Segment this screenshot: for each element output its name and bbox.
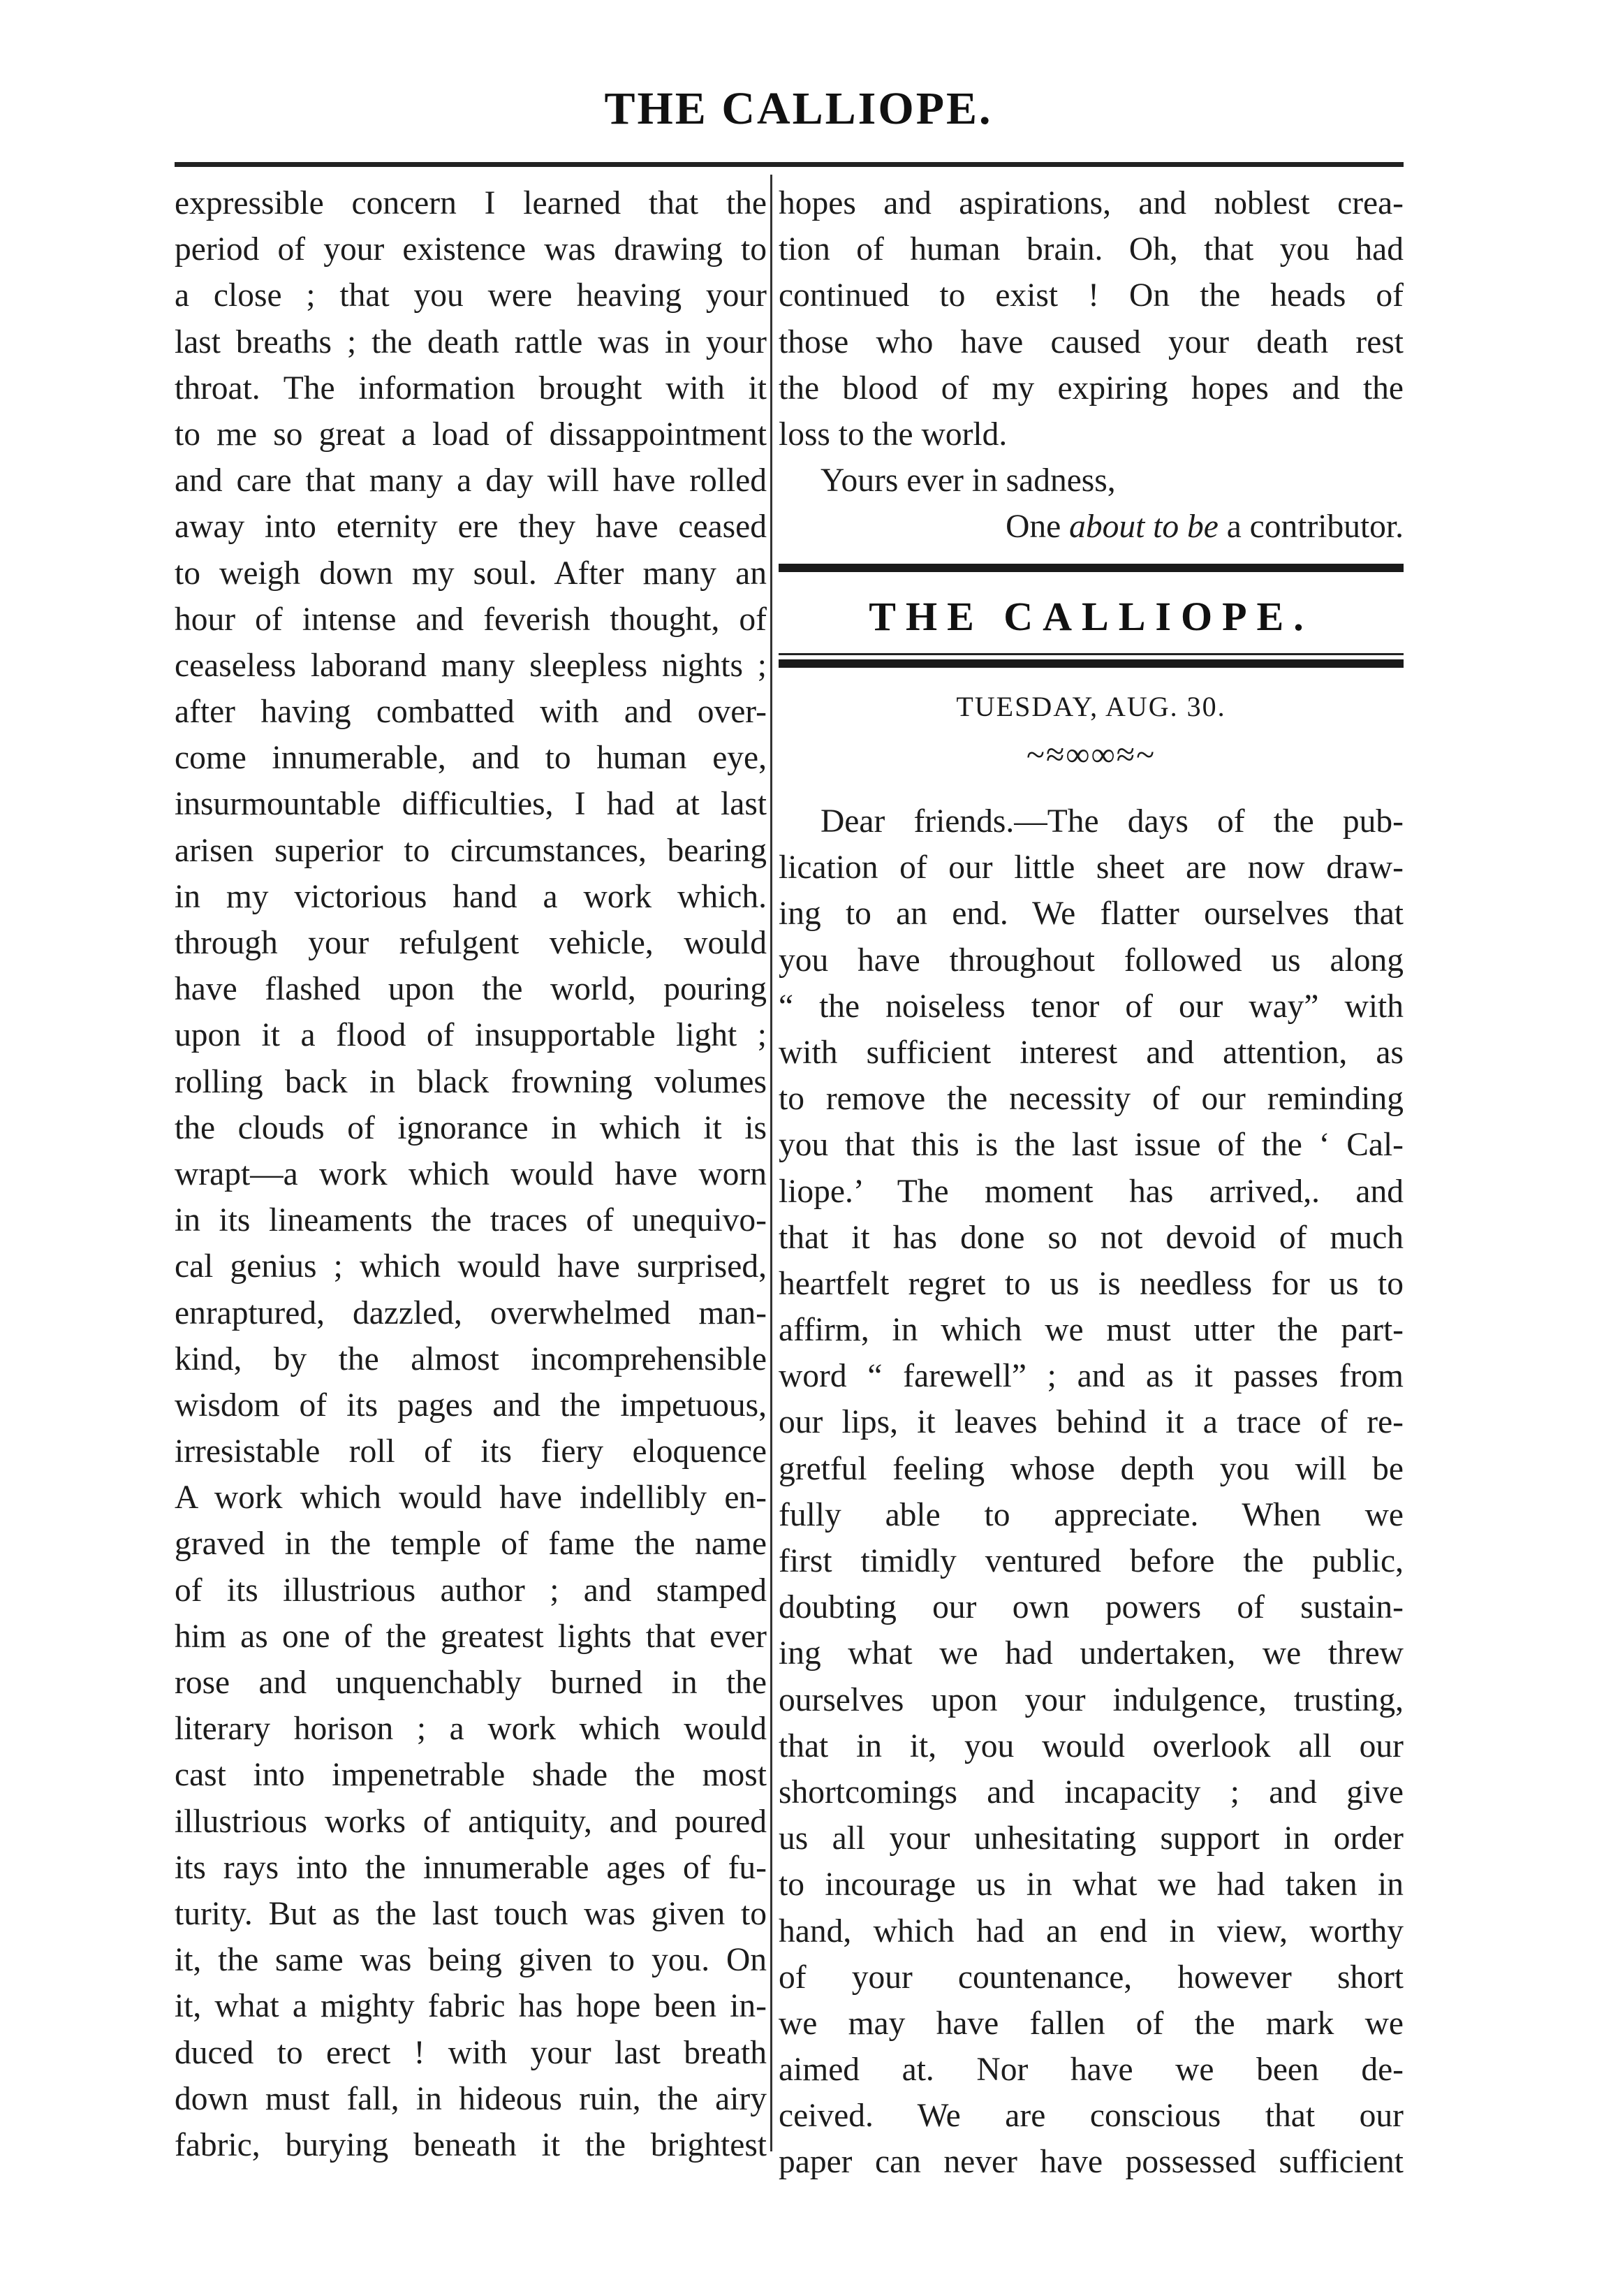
masthead-rule-bottom	[779, 659, 1404, 668]
text-line: after having combatted with and over-	[175, 694, 767, 731]
text-line: fully able to appreciate. When we	[779, 1496, 1404, 1533]
text-line: of its illustrious author ; and stamped	[175, 1572, 767, 1609]
text-line: shortcomings and incapacity ; and give	[779, 1774, 1404, 1811]
text-line: insurmountable difficulties, I had at last	[175, 786, 767, 823]
text-line: cal genius ; which would have surprised,	[175, 1248, 767, 1285]
signature-suffix: a contributor.	[1218, 509, 1404, 546]
text-line: Dear friends.—The days of the pub-	[820, 803, 1404, 840]
text-line: paper can never have possessed sufficient	[779, 2144, 1404, 2181]
text-line: wrapt—a work which would have worn	[175, 1155, 767, 1192]
text-line: enraptured, dazzled, overwhelmed man-	[175, 1294, 767, 1331]
text-line: come innumerable, and to human eye,	[175, 740, 767, 777]
text-line: you have throughout followed us along	[779, 942, 1404, 979]
text-line: we may have fallen of the mark we	[779, 2005, 1404, 2042]
text-line: to me so great a load of dissappointment	[175, 416, 767, 453]
text-line: arisen superior to circumstances, bearing	[175, 832, 767, 869]
text-line: continued to exist ! On the heads of	[779, 277, 1404, 314]
letter-closing: Yours ever in sadness,	[820, 462, 1116, 499]
letter-signature	[779, 504, 1404, 550]
text-line: down must fall, in hideous ruin, the airy	[175, 2080, 767, 2117]
text-line: turity. But as the last touch was given to	[175, 1895, 767, 1932]
text-line: have flashed upon the world, pouring	[175, 971, 767, 1008]
text-line: expressible concern I learned that the	[175, 185, 767, 221]
text-line: period of your existence was drawing to	[175, 231, 767, 268]
text-line: our lips, it leaves behind it a trace of re-	[779, 1404, 1404, 1441]
text-line: ing what we had undertaken, we threw	[779, 1635, 1404, 1672]
text-line: hand, which had an end in view, worthy	[779, 1913, 1404, 1950]
text-line: tion of human brain. Oh, that you had	[779, 231, 1404, 268]
text-line: duced to erect ! with your last breath	[175, 2034, 767, 2071]
text-line: those who have caused your death rest	[779, 323, 1404, 360]
text-line: in my victorious hand a work which.	[175, 878, 767, 915]
text-line: that it has done so not devoid of much	[779, 1219, 1404, 1256]
running-head: THE CALLIOPE.	[604, 83, 993, 134]
text-line: with sufficient interest and attention, as	[779, 1034, 1404, 1071]
column-divider	[770, 175, 772, 2151]
right-column-letter	[779, 180, 1404, 550]
text-line: graved in the temple of fame the name	[175, 1526, 767, 1563]
text-line: word “ farewell” ; and as it passes from	[779, 1358, 1404, 1395]
text-line: irresistable roll of its fiery eloquence	[175, 1433, 767, 1470]
text-line: away into eternity ere they have ceased	[175, 509, 767, 546]
text-line: to weigh down my soul. After many an	[175, 555, 767, 592]
right-column-editorial	[779, 798, 1404, 2186]
text-line: wisdom of its pages and the impetuous,	[175, 1387, 767, 1424]
signature-italic: about to be	[1069, 509, 1219, 546]
text-line: throat. The information brought with it	[175, 370, 767, 407]
text-line: to incourage us in what we had taken in	[779, 1866, 1404, 1903]
text-line: it, what a mighty fabric has hope been in-	[175, 1988, 767, 2025]
masthead-rule-top	[779, 564, 1404, 572]
text-line: upon it a flood of insupportable light ;	[175, 1017, 767, 1054]
text-line: ourselves upon your indulgence, trusting,	[779, 1681, 1404, 1718]
text-line: rolling back in black frowning volumes	[175, 1063, 767, 1100]
text-line: you that this is the last issue of the ‘ Cal-	[779, 1127, 1404, 1164]
text-line: the clouds of ignorance in which it is	[175, 1109, 767, 1146]
text-line: first timidly ventured before the public,	[779, 1543, 1404, 1579]
text-line: lication of our little sheet are now draw-	[779, 849, 1404, 886]
text-line: A work which would have indellibly en-	[175, 1479, 767, 1516]
text-line: illustrious works of antiquity, and poured	[175, 1803, 767, 1840]
text-line: him as one of the greatest lights that ever	[175, 1618, 767, 1655]
text-line: it, the same was being given to you. On	[175, 1942, 767, 1979]
signature-prefix: One	[1006, 509, 1070, 546]
text-line: fabric, burying beneath it the brightest	[175, 2126, 767, 2163]
text-line: aimed at. Nor have we been de-	[779, 2052, 1404, 2089]
text-line: loss to the world.	[779, 416, 1008, 453]
text-line: kind, by the almost incomprehensible	[175, 1340, 767, 1377]
text-line: heartfelt regret to us is needless for us to	[779, 1265, 1404, 1302]
text-line: of your countenance, however short	[779, 1959, 1404, 1996]
masthead	[779, 564, 1404, 773]
text-line: “ the noiseless tenor of our way” with	[779, 988, 1404, 1025]
text-line: rose and unquenchably burned in the	[175, 1665, 767, 1701]
text-line: liope.’ The moment has arrived,. and	[779, 1173, 1404, 1210]
text-line: and care that many a day will have rolled	[175, 462, 767, 499]
text-line: in its lineaments the traces of unequivo-	[175, 1202, 767, 1239]
text-line: cast into impenetrable shade the most	[175, 1757, 767, 1794]
masthead-title: THE CALLIOPE.	[869, 594, 1313, 639]
text-line: a close ; that you were heaving your	[175, 277, 767, 314]
text-line: that in it, you would overlook all our	[779, 1727, 1404, 1764]
text-line: us all your unhesitating support in order	[779, 1820, 1404, 1857]
text-line: ing to an end. We flatter ourselves that	[779, 895, 1404, 933]
text-line: hour of intense and feverish thought, of	[175, 601, 767, 638]
issue-date: TUESDAY, AUG. 30.	[956, 691, 1226, 722]
text-line: ceaseless laborand many sleepless nights ;	[175, 647, 767, 684]
text-line: affirm, in which we must utter the part-	[779, 1312, 1404, 1349]
text-line: the blood of my expiring hopes and the	[779, 370, 1404, 407]
text-line: its rays into the innumerable ages of fu-	[175, 1849, 767, 1886]
left-column	[175, 180, 767, 2168]
text-line: doubting our own powers of sustain-	[779, 1589, 1404, 1626]
text-line: gretful feeling whose depth you will be	[779, 1450, 1404, 1487]
text-line: ceived. We are conscious that our	[779, 2098, 1404, 2135]
text-line: to remove the necessity of our reminding	[779, 1081, 1404, 1118]
header-rule	[175, 162, 1404, 167]
ornament-icon: ~≈∞∞≈~	[1026, 736, 1156, 773]
text-line: last breaths ; the death rattle was in your	[175, 323, 767, 360]
text-line: literary horison ; a work which would	[175, 1711, 767, 1748]
text-line: hopes and aspirations, and noblest crea-	[779, 185, 1404, 221]
text-line: through your refulgent vehicle, would	[175, 925, 767, 961]
